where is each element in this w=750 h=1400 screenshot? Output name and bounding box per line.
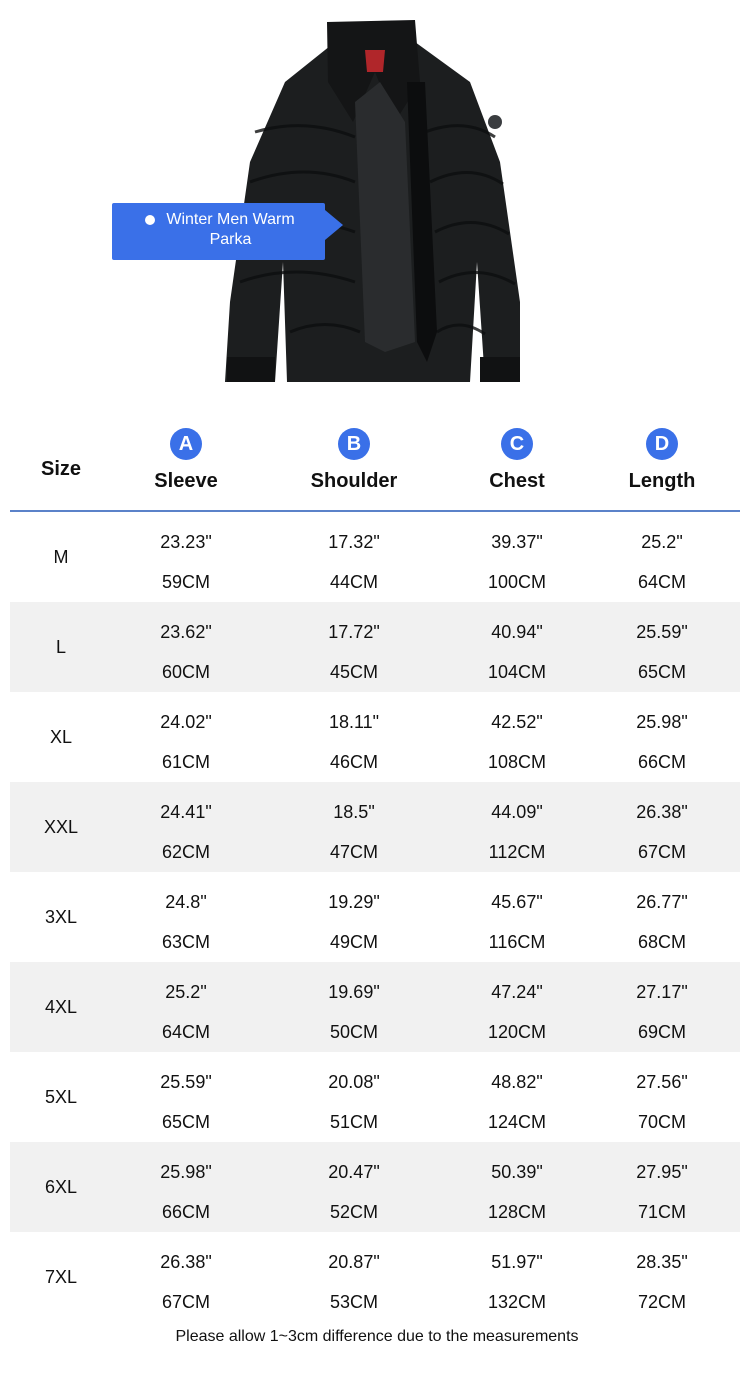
measurement-cell xyxy=(586,1232,738,1322)
measurement-cell xyxy=(448,962,586,1052)
cm-value: 68CM xyxy=(637,932,686,952)
cm-value: 51CM xyxy=(329,1112,378,1132)
inch-value: 40.94" xyxy=(491,622,543,642)
inch-value: 20.47" xyxy=(328,1162,380,1182)
measurement-cell xyxy=(260,1052,448,1142)
badge-a: A xyxy=(170,428,202,460)
cm-value: 71CM xyxy=(637,1202,686,1222)
inch-value: 26.38" xyxy=(636,802,688,822)
header-sleeve xyxy=(112,420,260,510)
inch-value: 45.67" xyxy=(491,892,543,912)
inch-value: 25.59" xyxy=(636,622,688,642)
size-cell: 6XL xyxy=(44,1177,78,1197)
cm-value: 62CM xyxy=(161,842,210,862)
cm-value: 112CM xyxy=(488,842,546,862)
cm-value: 59CM xyxy=(161,572,210,592)
inch-value: 24.41" xyxy=(160,802,212,822)
inch-value: 19.69" xyxy=(328,982,380,1002)
header-length xyxy=(586,420,738,510)
inch-value: 25.2" xyxy=(641,532,683,552)
cm-value: 44CM xyxy=(329,572,378,592)
measurement-cell xyxy=(260,692,448,782)
inch-value: 17.72" xyxy=(328,622,380,642)
inch-value: 39.37" xyxy=(491,532,543,552)
header-label: Chest xyxy=(489,470,545,492)
cm-value: 49CM xyxy=(329,932,378,952)
inch-value: 26.38" xyxy=(160,1252,212,1272)
size-cell: 3XL xyxy=(44,907,78,927)
inch-value: 28.35" xyxy=(636,1252,688,1272)
inch-value: 25.98" xyxy=(160,1162,212,1182)
table-row xyxy=(10,1232,740,1322)
size-cell: XXL xyxy=(43,817,79,837)
inch-value: 51.97" xyxy=(491,1252,543,1272)
inch-value: 48.82" xyxy=(491,1072,543,1092)
cm-value: 63CM xyxy=(161,932,210,952)
measurement-cell xyxy=(112,1142,260,1232)
size-cell: 5XL xyxy=(44,1087,78,1107)
inch-value: 23.23" xyxy=(160,532,212,552)
inch-value: 17.32" xyxy=(328,532,380,552)
measurement-cell xyxy=(260,602,448,692)
measurement-cell xyxy=(448,782,586,872)
measurement-cell xyxy=(260,512,448,602)
measurement-cell xyxy=(448,602,586,692)
size-cell: M xyxy=(53,547,69,567)
product-hero xyxy=(0,0,750,400)
cm-value: 67CM xyxy=(161,1292,210,1312)
measurement-cell xyxy=(586,962,738,1052)
bullet-dot-icon xyxy=(145,215,155,225)
cm-value: 65CM xyxy=(637,662,686,682)
inch-value: 20.87" xyxy=(328,1252,380,1272)
inch-value: 50.39" xyxy=(491,1162,543,1182)
inch-value: 18.5" xyxy=(333,802,375,822)
inch-value: 27.17" xyxy=(636,982,688,1002)
measurement-cell xyxy=(112,692,260,782)
measurement-cell xyxy=(112,512,260,602)
measurement-cell xyxy=(586,602,738,692)
header-label: Size xyxy=(40,458,82,480)
cm-value: 116CM xyxy=(488,932,546,952)
cm-value: 60CM xyxy=(161,662,210,682)
measurement-cell xyxy=(448,512,586,602)
cm-value: 128CM xyxy=(487,1202,547,1222)
inch-value: 27.95" xyxy=(636,1162,688,1182)
cm-value: 108CM xyxy=(487,752,547,772)
measurement-cell xyxy=(112,602,260,692)
inch-value: 44.09" xyxy=(491,802,543,822)
cm-value: 69CM xyxy=(637,1022,686,1042)
measurement-cell xyxy=(112,872,260,962)
measurement-cell xyxy=(586,872,738,962)
cm-value: 53CM xyxy=(329,1292,378,1312)
size-chart-table xyxy=(10,420,740,1322)
badge-b: B xyxy=(338,428,370,460)
header-label: Sleeve xyxy=(154,470,218,492)
inch-value: 20.08" xyxy=(328,1072,380,1092)
cm-value: 61CM xyxy=(161,752,210,772)
table-row xyxy=(10,872,740,962)
cm-value: 132CM xyxy=(487,1292,547,1312)
inch-value: 24.02" xyxy=(160,712,212,732)
cm-value: 50CM xyxy=(329,1022,378,1042)
cm-value: 70CM xyxy=(637,1112,686,1132)
inch-value: 25.59" xyxy=(160,1072,212,1092)
cm-value: 47CM xyxy=(329,842,378,862)
table-row xyxy=(10,692,740,782)
inch-value: 26.77" xyxy=(636,892,688,912)
cm-value: 120CM xyxy=(487,1022,547,1042)
measurement-cell xyxy=(448,692,586,782)
measurement-cell xyxy=(260,1142,448,1232)
inch-value: 42.52" xyxy=(491,712,543,732)
size-cell: 4XL xyxy=(44,997,78,1017)
size-cell: 7XL xyxy=(44,1267,78,1287)
measurement-cell xyxy=(260,872,448,962)
cm-value: 104CM xyxy=(487,662,547,682)
table-row xyxy=(10,1142,740,1232)
inch-value: 25.98" xyxy=(636,712,688,732)
measurement-cell xyxy=(112,962,260,1052)
measurement-cell xyxy=(448,872,586,962)
badge-d: D xyxy=(646,428,678,460)
measurement-cell xyxy=(260,1232,448,1322)
measurement-cell xyxy=(448,1232,586,1322)
measurement-cell xyxy=(112,1232,260,1322)
cm-value: 124CM xyxy=(487,1112,547,1132)
cm-value: 64CM xyxy=(637,572,686,592)
table-row xyxy=(10,782,740,872)
header-size xyxy=(10,420,112,510)
measurement-cell xyxy=(448,1052,586,1142)
inch-value: 47.24" xyxy=(491,982,543,1002)
table-row xyxy=(10,1052,740,1142)
cm-value: 66CM xyxy=(637,752,686,772)
cm-value: 45CM xyxy=(329,662,378,682)
cm-value: 65CM xyxy=(161,1112,210,1132)
measurement-cell xyxy=(260,782,448,872)
cm-value: 72CM xyxy=(637,1292,686,1312)
header-chest xyxy=(448,420,586,510)
header-shoulder xyxy=(260,420,448,510)
inch-value: 23.62" xyxy=(160,622,212,642)
size-cell: XL xyxy=(49,727,73,747)
cm-value: 100CM xyxy=(487,572,547,592)
table-row xyxy=(10,512,740,602)
table-body xyxy=(10,512,740,1322)
measurement-cell xyxy=(586,782,738,872)
measurement-cell xyxy=(260,962,448,1052)
measurement-cell xyxy=(112,1052,260,1142)
inch-value: 24.8" xyxy=(165,892,207,912)
measurement-cell xyxy=(586,512,738,602)
size-cell: L xyxy=(55,637,66,657)
callout-label: Winter Men Warm Parka xyxy=(166,211,295,248)
measurement-cell xyxy=(448,1142,586,1232)
measurement-cell xyxy=(586,692,738,782)
inch-value: 19.29" xyxy=(328,892,380,912)
cm-value: 66CM xyxy=(161,1202,210,1222)
inch-value: 27.56" xyxy=(636,1072,688,1092)
header-label: Length xyxy=(628,470,696,492)
measurement-note: Please allow 1~3cm difference due to the measurements xyxy=(175,1328,579,1345)
badge-c: C xyxy=(501,428,533,460)
inch-value: 18.11" xyxy=(328,712,380,732)
table-row xyxy=(10,962,740,1052)
header-label: Shoulder xyxy=(310,470,398,492)
measurement-cell xyxy=(586,1142,738,1232)
cm-value: 67CM xyxy=(637,842,686,862)
cm-value: 52CM xyxy=(329,1202,378,1222)
cm-value: 64CM xyxy=(161,1022,210,1042)
table-header xyxy=(10,420,740,512)
product-callout xyxy=(112,203,325,260)
table-row xyxy=(10,602,740,692)
measurement-cell xyxy=(112,782,260,872)
cm-value: 46CM xyxy=(329,752,378,772)
inch-value: 25.2" xyxy=(165,982,207,1002)
jacket-image xyxy=(215,12,535,387)
measurement-cell xyxy=(586,1052,738,1142)
